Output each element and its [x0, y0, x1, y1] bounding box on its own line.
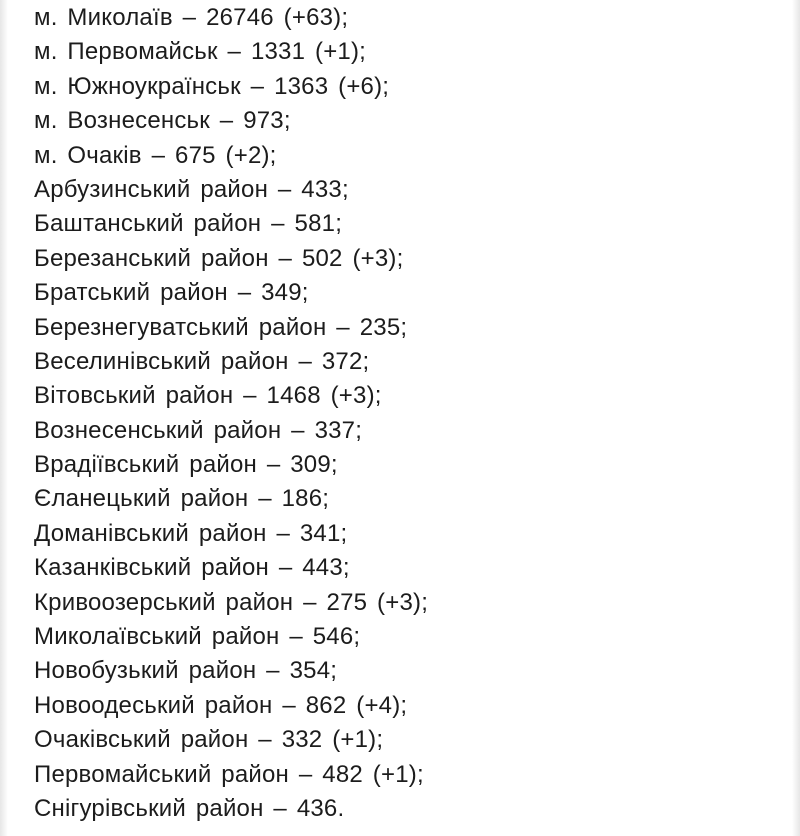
list-item: м. Южноукраїнськ – 1363 (+6); — [34, 72, 390, 100]
list-item: Веселинівський район – 372; — [34, 347, 370, 375]
right-shadow-edge — [792, 0, 800, 836]
list-item: Врадіївський район – 309; — [34, 451, 338, 479]
list-item: Братський район – 349; — [34, 279, 309, 307]
list-item: Казанківський район – 443; — [34, 554, 350, 582]
list-item: Миколаївський район – 546; — [34, 623, 361, 651]
list-item: Баштанський район – 581; — [34, 210, 343, 238]
list-item: Доманівський район – 341; — [34, 519, 348, 547]
list-item: Березнегуватський район – 235; — [34, 313, 408, 341]
list-item: м. Очаків – 675 (+2); — [34, 141, 277, 169]
list-item: Арбузинський район – 433; — [34, 175, 349, 203]
list-item: Єланецький район – 186; — [34, 485, 330, 513]
list-item: м. Первомайськ – 1331 (+1); — [34, 38, 367, 66]
list-item: Снігурівський район – 436. — [34, 794, 345, 822]
list-item: Кривоозерський район – 275 (+3); — [34, 588, 429, 616]
list-item: м. Миколаїв – 26746 (+63); — [34, 4, 349, 31]
list-item: Новоодеський район – 862 (+4); — [34, 691, 408, 719]
list-item: м. Вознесенськ – 973; — [34, 107, 291, 135]
list-item: Новобузький район – 354; — [34, 657, 338, 685]
left-shadow-edge — [0, 0, 8, 836]
list-item: Березанський район – 502 (+3); — [34, 244, 404, 272]
list-item: Вознесенський район – 337; — [34, 416, 363, 444]
list-item: Вітовський район – 1468 (+3); — [34, 382, 382, 410]
list-item: Первомайський район – 482 (+1); — [34, 760, 424, 788]
list-item: Очаківський район – 332 (+1); — [34, 726, 384, 754]
district-case-list — [34, 1, 428, 826]
